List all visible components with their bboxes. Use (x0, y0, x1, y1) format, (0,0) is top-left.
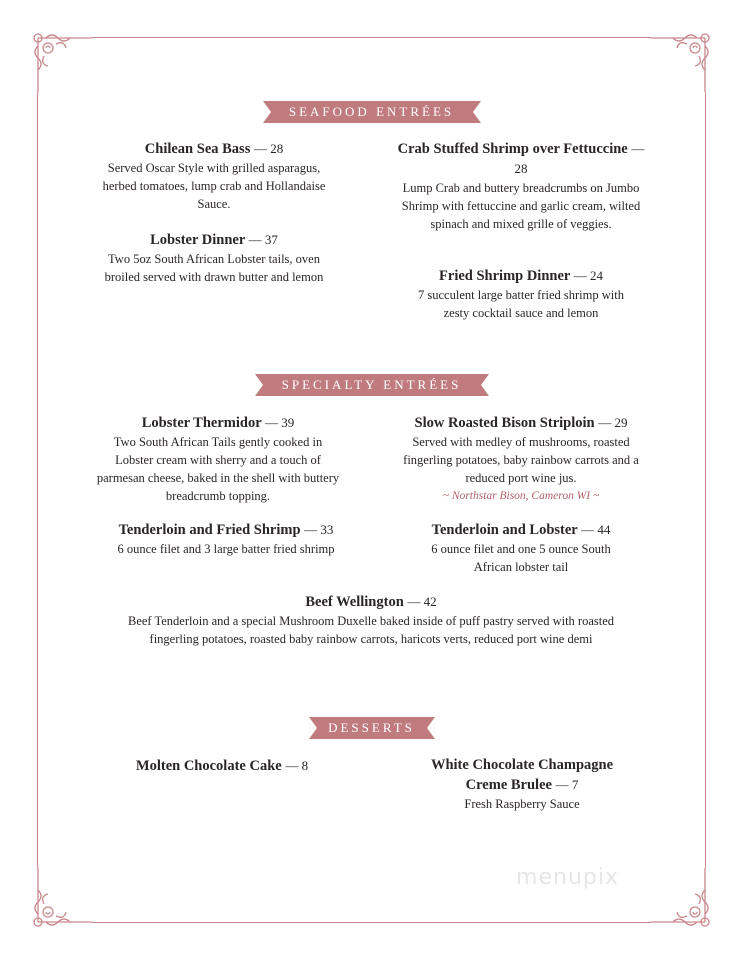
item-title (410, 756, 634, 795)
item-description: Lump Crab and buttery breadcrumbs on Jumbo Shrimp with fettuccine and garlic cream, wilted spinach and mixed grille of veggies. (401, 181, 641, 231)
menu-item (100, 756, 344, 776)
item-description: 6 ounce filet and one 5 ounce South African lobster tail (431, 542, 611, 574)
item-description: Served Oscar Style with grilled asparagus, herbed tomatoes, lump crab and Hollandaise Sauce. (102, 161, 326, 211)
item-price: — 44 (581, 522, 611, 537)
frame-right-line (705, 92, 706, 868)
item-price: — 42 (407, 594, 437, 609)
item-name: Fried Shrimp Dinner (439, 268, 571, 284)
frame-left-line (37, 92, 38, 868)
watermark: menupix (516, 865, 619, 890)
item-description: Two South African Tails gently cooked in Lobster cream with sherry and a touch of parmesan cheese, baked in the shell with buttery breadcrumb topping. (96, 435, 340, 503)
corner-ornament-icon (645, 862, 715, 932)
item-price: — 33 (304, 522, 334, 537)
item-description: Beef Tenderloin and a special Mushroom Duxelle baked inside of puff pastry served with roasted fingerling potatoes, roasted baby rainbow carrots, haricots verts, reduced port wine demi (127, 614, 615, 646)
menu-item (396, 413, 646, 505)
item-title (396, 520, 646, 540)
item-title (96, 413, 340, 433)
item-name: Chilean Sea Bass (144, 141, 251, 157)
item-description: 6 ounce filet and 3 large batter fried shrimp (117, 542, 335, 556)
section-banner-desserts (309, 717, 435, 739)
item-title (96, 520, 356, 540)
section-title-specialty: SPECIALTY ENTRÉES (281, 377, 462, 392)
item-name: Slow Roasted Bison Striploin (414, 415, 595, 431)
item-price: — 28 (253, 141, 284, 156)
frame-top-line (92, 37, 651, 38)
item-price: — 28 (514, 141, 645, 176)
item-price: — 7 (555, 777, 579, 792)
corner-ornament-icon (28, 28, 98, 98)
item-price: — 29 (598, 415, 628, 430)
item-description: Served with medley of mushrooms, roasted fingerling potatoes, baby rainbow carrots and a reduced port wine jus. (403, 435, 639, 485)
item-price: — 8 (285, 758, 309, 773)
section-banner-specialty (255, 374, 489, 396)
corner-ornament-icon (28, 862, 98, 932)
item-origin: ~ Northstar Bison, Cameron WI ~ (442, 490, 600, 502)
menu-item (96, 230, 332, 286)
menu-item (96, 413, 340, 505)
section-title-desserts: DESSERTS (328, 720, 415, 735)
item-title (396, 413, 646, 433)
frame-bottom-line (92, 922, 651, 923)
item-name: Lobster Thermidor (141, 415, 262, 431)
menu-item (96, 520, 356, 558)
item-name: White Chocolate Champagne Creme Brulee (430, 757, 614, 793)
item-name: Crab Stuffed Shrimp over Fettuccine (397, 141, 628, 157)
item-title (396, 266, 646, 286)
menu-item (396, 266, 646, 322)
item-name: Tenderloin and Fried Shrimp (118, 522, 301, 538)
item-title (396, 139, 646, 179)
section-title-seafood: SEAFOOD ENTRÉES (288, 104, 455, 119)
item-title (96, 139, 332, 159)
item-title (100, 756, 344, 776)
item-price: — 24 (573, 268, 603, 283)
item-description: 7 succulent large batter fried shrimp with zesty cocktail sauce and lemon (418, 288, 624, 320)
menu-item (96, 139, 332, 213)
section-banner-seafood (263, 101, 481, 123)
menu-item (396, 139, 646, 233)
item-price: — 37 (248, 232, 278, 247)
item-title (106, 592, 636, 612)
item-description: Two 5oz South African Lobster tails, oven broiled served with drawn butter and lemon (104, 252, 324, 284)
corner-ornament-icon (645, 28, 715, 98)
item-title (96, 230, 332, 250)
item-name: Molten Chocolate Cake (135, 758, 282, 774)
menu-item (410, 756, 634, 813)
menu-item (106, 592, 636, 648)
item-name: Beef Wellington (305, 594, 404, 610)
item-name: Tenderloin and Lobster (431, 522, 578, 538)
item-description: Fresh Raspberry Sauce (464, 797, 580, 811)
menu-item (396, 520, 646, 576)
item-price: — 39 (265, 415, 295, 430)
item-name: Lobster Dinner (150, 232, 246, 248)
